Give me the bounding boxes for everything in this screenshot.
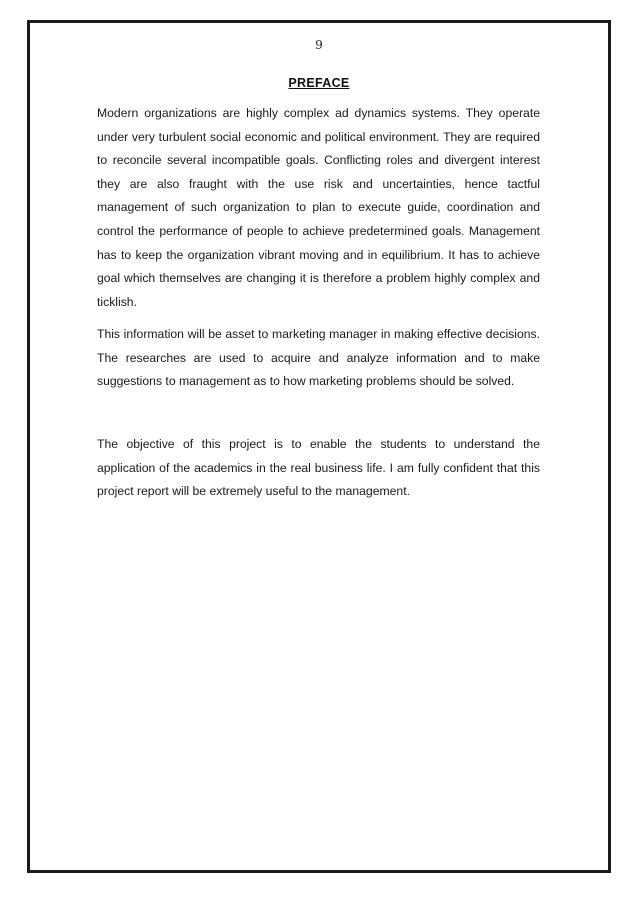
page-title: PREFACE — [288, 76, 350, 90]
paragraph-intro: Modern organizations are highly complex ad dynamics systems. They operate under very turbulent social economic and political environment. They are required to reconcile several incompatible goals. Conflicting roles and divergent interest they are also fraught with the use risk and uncertainties, hence tactful management of such organization to plan to execute guide, coordination and control the performance of people to achieve predetermined goals. Management has to keep the organization vibrant moving and in equilibrium. It has to achieve goal which themselves are changing it is therefore a problem highly complex and ticklish. — [97, 106, 540, 309]
paragraph-information: This information will be asset to marketing manager in making effective decisions. The researches are used to acquire and analyze information and to make suggestions to management as to how marketing problems should be solved. — [97, 327, 540, 389]
page-number: 9 — [315, 38, 323, 52]
paragraph-objective: The objective of this project is to enable the students to understand the application of the academics in the real business life. I am fully confident that this project report will be extremely useful to the management. — [97, 437, 540, 499]
